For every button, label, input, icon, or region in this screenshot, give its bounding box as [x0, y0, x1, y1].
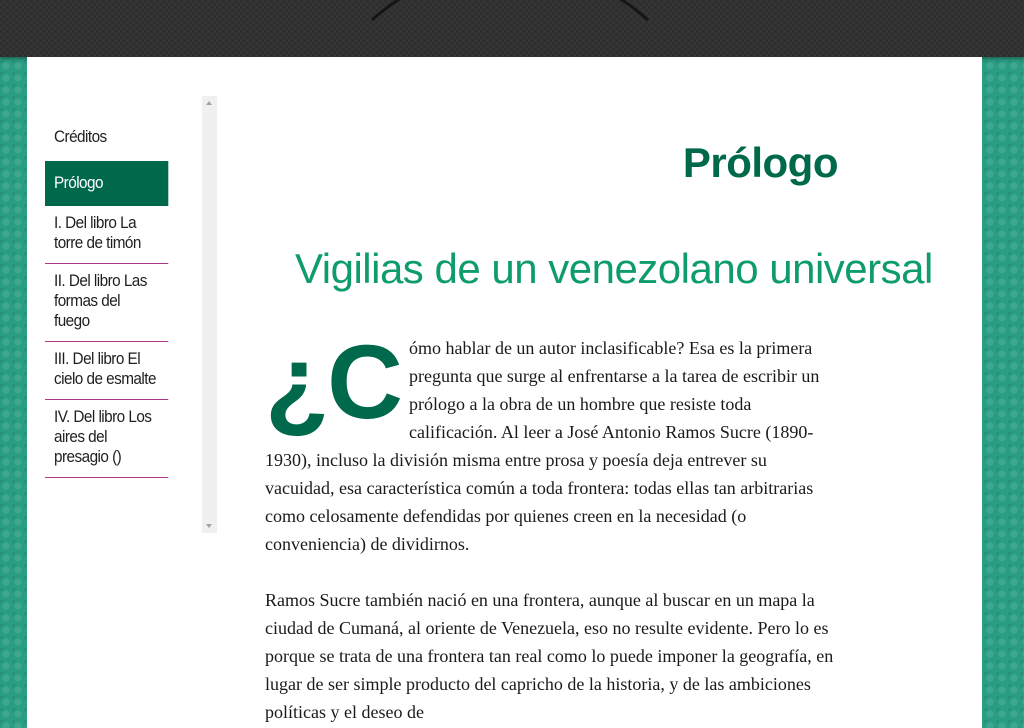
toc-item-label[interactable]: Prólogo	[45, 161, 168, 206]
toc-item-prologo[interactable]	[45, 161, 168, 206]
page	[27, 57, 982, 728]
toc-item-label[interactable]: II. Del libro Las formas del fuego	[45, 264, 168, 342]
section-title: Vigilias de un venezolano universal	[295, 245, 933, 292]
toc-item-label[interactable]: III. Del libro El cielo de esmalte	[45, 342, 168, 400]
paragraph	[265, 324, 840, 558]
paragraph-text: ómo hablar de un autor inclasificable? Esa es la primera pregunta que surge al enfrentarse a la tarea de escribir un prólogo a la obra de un hombre que resiste toda calificación. Al leer a José Antonio Ramos Sucre (1890-1930), incluso la división misma entre prosa y poesía deja entrever su vacuidad, esa característica común a toda frontera: todas ellas tan arbitrarias como celosamente defendidas por quienes creen en la necesidad (o conveniencia) de dividirnos.	[265, 338, 820, 554]
scroll-up-icon[interactable]	[206, 101, 212, 105]
drop-cap: ¿C	[265, 324, 401, 441]
toc-item-label[interactable]: I. Del libro La torre de timón	[45, 206, 168, 264]
toc-item-creditos[interactable]	[45, 117, 168, 161]
toc-item-torre-de-timon[interactable]	[45, 206, 168, 264]
toc-item-label[interactable]: IV. Del libro Los aires del presagio ()	[45, 400, 168, 478]
toc-item-cielo-de-esmalte[interactable]	[45, 342, 168, 400]
article-body	[265, 324, 840, 728]
toc-scrollbar[interactable]	[202, 96, 217, 533]
chapter-title: Prólogo	[682, 139, 838, 186]
toc-item-label[interactable]: Créditos	[54, 127, 107, 146]
decorative-arc-icon	[0, 0, 1024, 57]
toc-item-aires-del-presagio[interactable]	[45, 400, 168, 478]
paragraph: Ramos Sucre también nació en una frontera, aunque al buscar en un mapa la ciudad de Cumaná, al oriente de Venezuela, eso no resulte evidente. Pero lo es porque se trata de una frontera tan real como lo puede imponer la geografía, en lugar de ser simple producto del capricho de la historia, y de las ambiciones políticas y el deseo de	[265, 590, 834, 722]
toc-item-formas-del-fuego[interactable]	[45, 264, 168, 342]
scroll-down-icon[interactable]	[206, 524, 212, 528]
top-bar	[0, 0, 1024, 57]
table-of-contents	[45, 117, 182, 478]
